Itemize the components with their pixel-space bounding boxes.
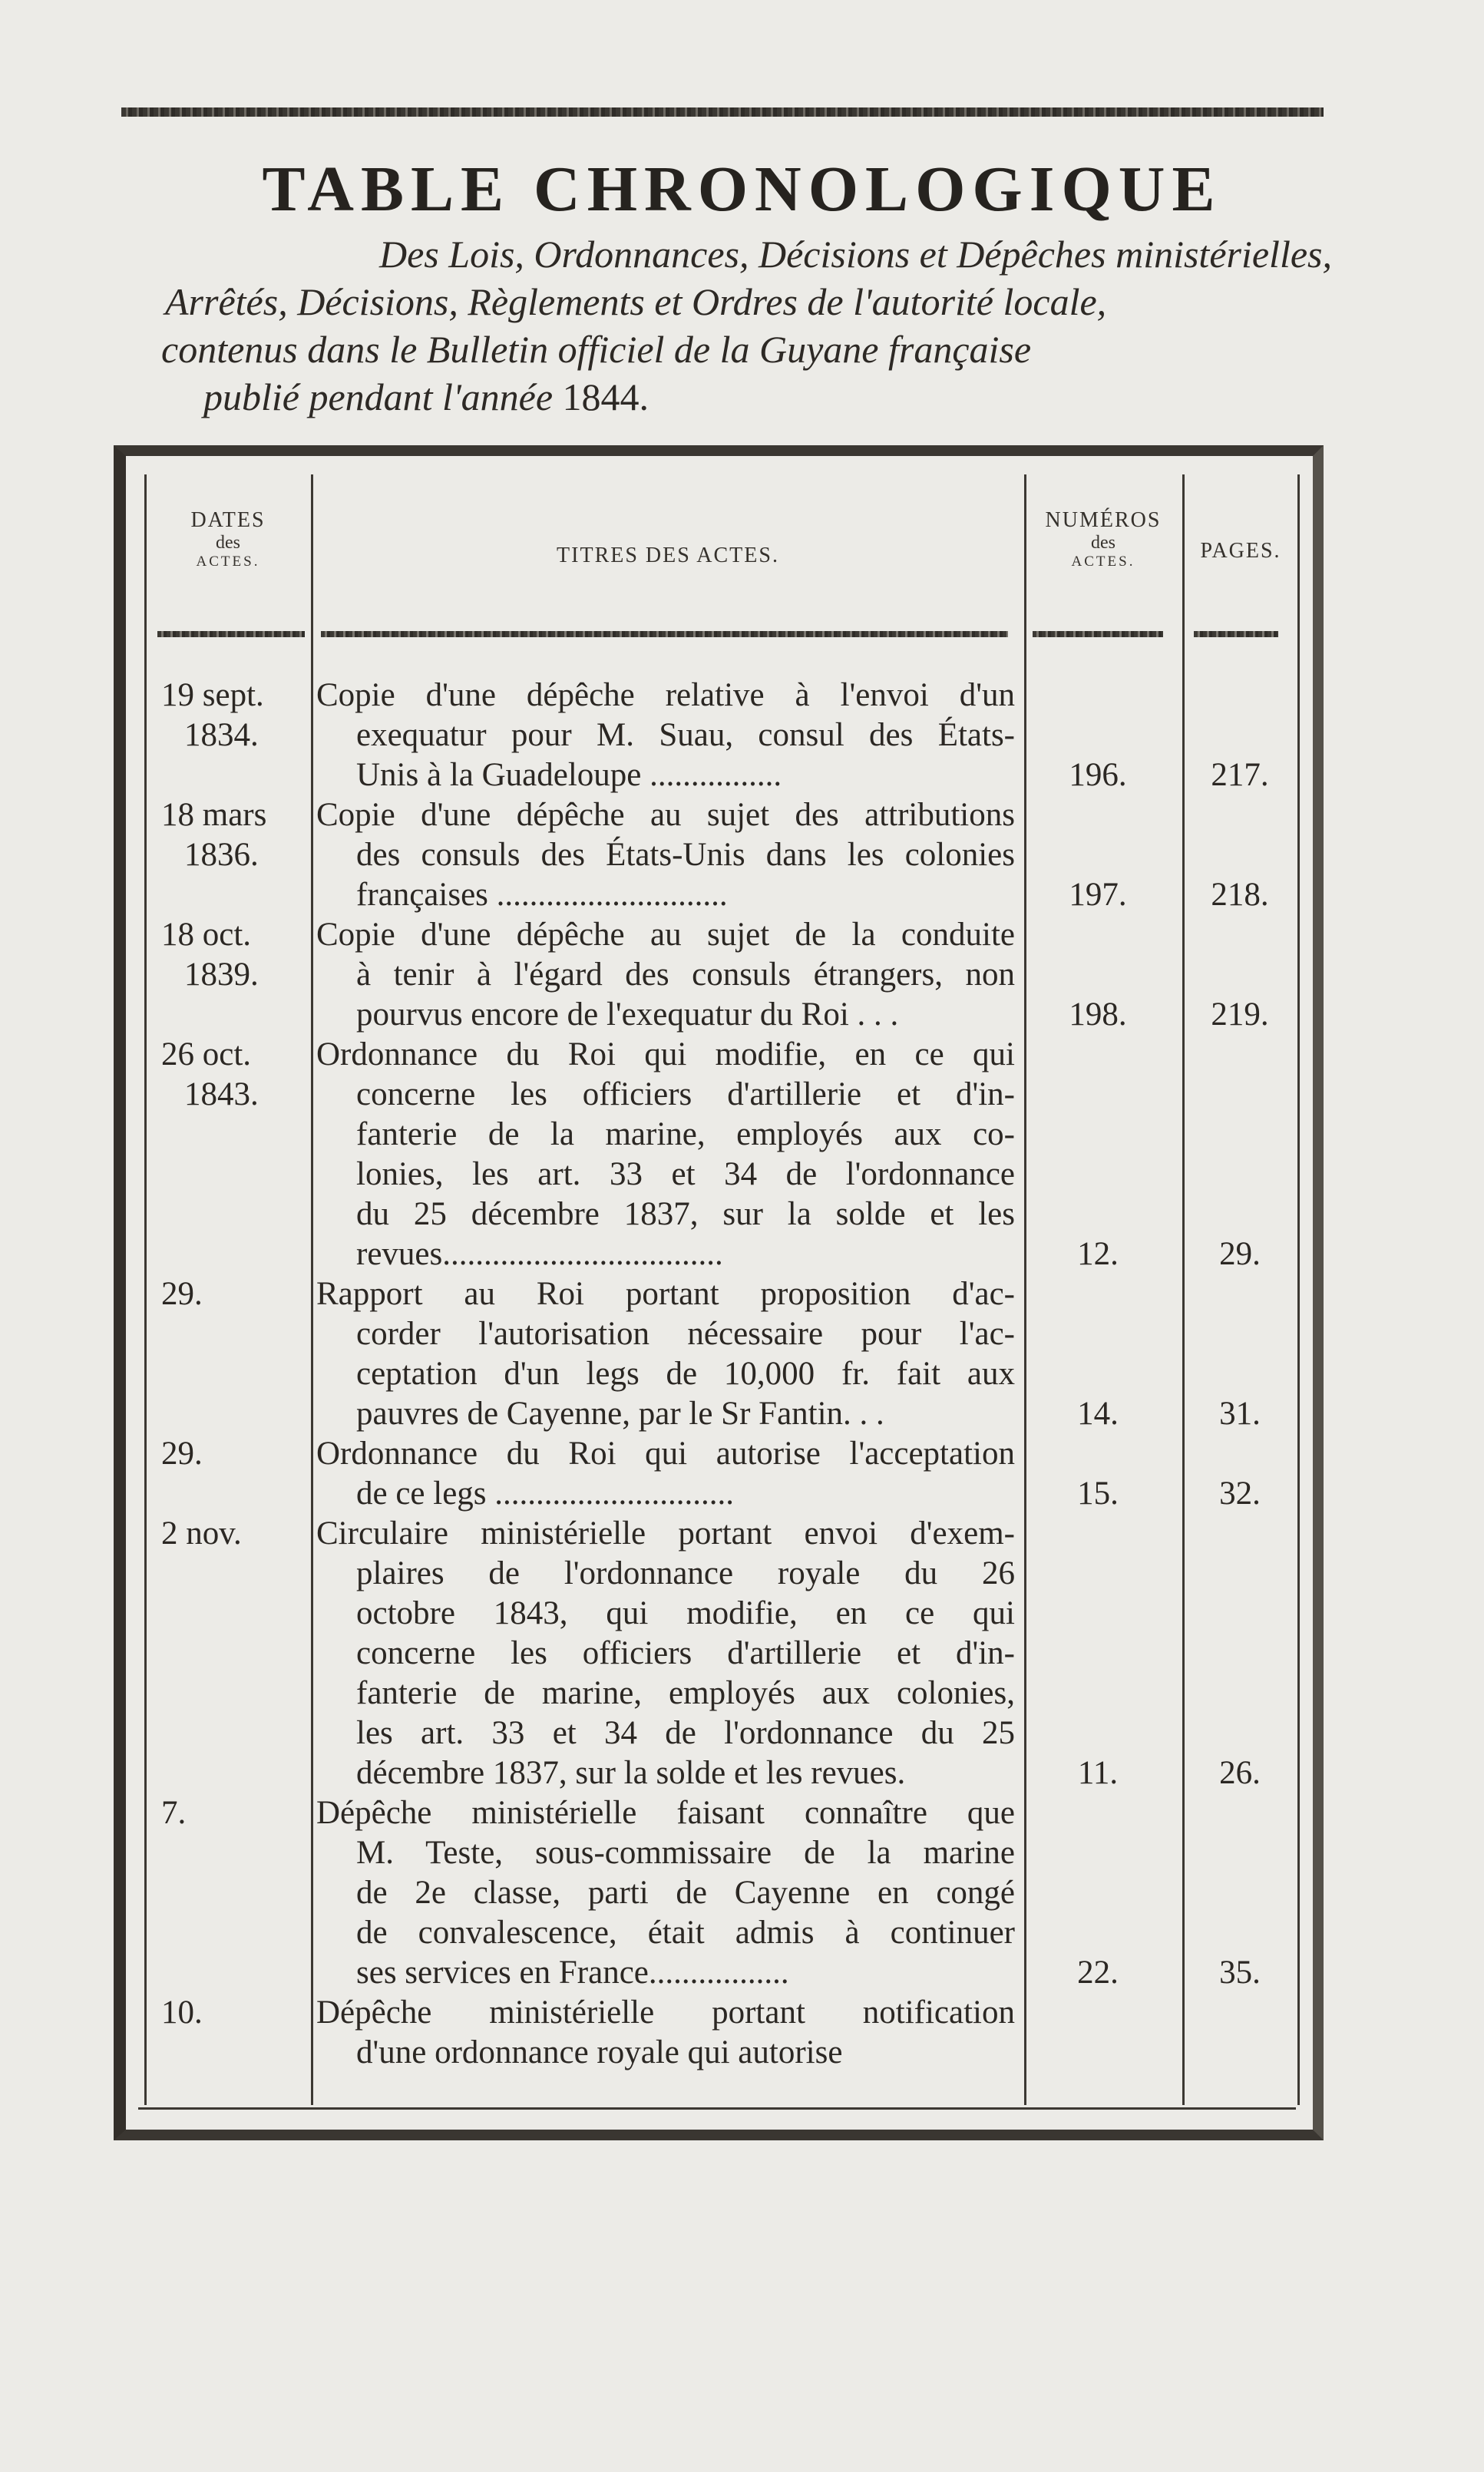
row-title-line: Unis à la Guadeloupe ................ — [356, 757, 782, 793]
row-title-line: à tenir à l'égard des consuls étrangers, non — [356, 957, 1015, 993]
header-pages — [1185, 539, 1297, 563]
row-number: 15. — [1077, 1476, 1119, 1512]
row-title-line: décembre 1837, sur la solde et les revues. — [356, 1755, 906, 1791]
header-rule — [1033, 631, 1163, 637]
subtitle — [157, 230, 1332, 421]
table-bottom-rule — [138, 2107, 1296, 2110]
row-date-line: 1834. — [184, 717, 259, 753]
header-rule — [321, 631, 1008, 637]
row-number: 12. — [1077, 1236, 1119, 1272]
subtitle-line: Arrêtés, Décisions, Règlements et Ordres de l'autorité locale, — [165, 280, 1107, 323]
row-title-line: Ordonnance du Roi qui autorise l'acceptation — [316, 1436, 1015, 1472]
header-dates — [147, 508, 309, 570]
row-title-line: Copie d'une dépêche au sujet des attributions — [316, 797, 1015, 833]
header-pages-label: PAGES. — [1200, 539, 1281, 563]
row-date-line: 10. — [161, 1994, 203, 2031]
row-title — [316, 676, 1015, 795]
row-title-line: fanterie de la marine, employés aux co- — [356, 1116, 1015, 1152]
subtitle-line — [157, 373, 1332, 421]
row-date-line: 7. — [161, 1795, 187, 1831]
header-numeros-line: des — [1091, 533, 1115, 553]
row-title-line: Dépêche ministérielle portant notification — [316, 1994, 1015, 2031]
row-number: 198. — [1069, 996, 1127, 1033]
row-title-line: Copie d'une dépêche au sujet de la conduite — [316, 917, 1015, 953]
header-titres-label: TITRES DES ACTES. — [557, 544, 779, 567]
row-date — [161, 795, 315, 875]
row-date-line: 29. — [161, 1276, 203, 1312]
row-date — [161, 1993, 315, 2033]
row-page: 218. — [1211, 877, 1269, 913]
row-title — [316, 795, 1015, 915]
row-date — [161, 676, 315, 755]
row-title-line: Copie d'une dépêche relative à l'envoi d'un — [316, 677, 1015, 713]
row-date-line: 1836. — [184, 837, 259, 873]
row-date — [161, 1434, 315, 1474]
column-divider — [1182, 474, 1185, 2105]
row-title-line: d'une ordonnance royale qui autorise — [356, 2034, 843, 2070]
row-title — [316, 1993, 1015, 2073]
row-title-line: M. Teste, sous-commissaire de la marine — [356, 1835, 1015, 1871]
row-title-line: de ce legs ............................. — [356, 1476, 735, 1512]
column-divider — [1024, 474, 1026, 2105]
row-title — [316, 1274, 1015, 1434]
column-divider — [144, 474, 147, 2105]
subtitle-year-prefix: publié pendant l'année — [203, 375, 554, 418]
row-title-line: Ordonnance du Roi qui modifie, en ce qui — [316, 1036, 1015, 1072]
header-dates-line: DATES — [190, 508, 266, 532]
row-page: 217. — [1211, 757, 1269, 793]
row-number: 196. — [1069, 757, 1127, 793]
row-date-line: 19 sept. — [161, 677, 264, 713]
row-date-line: 1843. — [184, 1076, 259, 1112]
header-rule — [157, 631, 305, 637]
header-numeros-line: ACTES. — [1071, 554, 1135, 570]
row-page: 29. — [1219, 1236, 1261, 1272]
row-title-line: pauvres de Cayenne, par le Sr Fantin. . . — [356, 1396, 884, 1432]
row-title-line: fanterie de marine, employés aux colonies, — [356, 1675, 1015, 1711]
row-title-line: pourvus encore de l'exequatur du Roi . . . — [356, 996, 899, 1033]
row-date — [161, 1274, 315, 1314]
row-title-line: ses services en France................. — [356, 1955, 789, 1991]
subtitle-year: 1844. — [562, 375, 649, 418]
row-title-line: les art. 33 et 34 de l'ordonnance du 25 — [356, 1715, 1015, 1751]
subtitle-line: Des Lois, Ordonnances, Décisions et Dépêches ministérielles, — [379, 233, 1332, 276]
header-dates-line: ACTES. — [196, 554, 260, 570]
row-title — [316, 1035, 1015, 1274]
row-title-line: plaires de l'ordonnance royale du 26 — [356, 1555, 1015, 1591]
row-title-line: des consuls des États-Unis dans les colonies — [356, 837, 1015, 873]
row-title — [316, 915, 1015, 1035]
row-title-line: revues.................................. — [356, 1236, 723, 1272]
row-title-line: Circulaire ministérielle portant envoi d'exem- — [316, 1515, 1015, 1552]
row-title-line: de 2e classe, parti de Cayenne en congé — [356, 1875, 1015, 1911]
row-title-line: concerne les officiers d'artillerie et d'in- — [356, 1635, 1015, 1671]
row-page: 219. — [1211, 996, 1269, 1033]
row-number: 14. — [1077, 1396, 1119, 1432]
row-date — [161, 1793, 315, 1833]
row-page: 32. — [1219, 1476, 1261, 1512]
row-page: 26. — [1219, 1755, 1261, 1791]
row-title — [316, 1514, 1015, 1793]
row-date-line: 2 nov. — [161, 1515, 242, 1552]
row-date-line: 18 oct. — [161, 917, 252, 953]
header-rule — [1194, 631, 1278, 637]
row-title-line: françaises ............................ — [356, 877, 728, 913]
row-page: 35. — [1219, 1955, 1261, 1991]
header-dates-line: des — [216, 533, 240, 553]
subtitle-line: contenus dans le Bulletin officiel de la Guyane française — [161, 328, 1032, 371]
row-number: 22. — [1077, 1955, 1119, 1991]
row-date-line: 26 oct. — [161, 1036, 252, 1072]
row-date — [161, 1514, 315, 1554]
row-title-line: concerne les officiers d'artillerie et d'in- — [356, 1076, 1015, 1112]
page-title: TABLE CHRONOLOGIQUE — [262, 154, 1222, 225]
header-numeros-line: NUMÉROS — [1045, 508, 1162, 532]
row-title — [316, 1793, 1015, 1993]
row-date — [161, 1035, 315, 1115]
row-date-line: 29. — [161, 1436, 203, 1472]
header-numeros — [1026, 508, 1180, 570]
top-rule — [121, 107, 1324, 117]
row-number: 11. — [1077, 1755, 1119, 1791]
row-title-line: Dépêche ministérielle faisant connaître que — [316, 1795, 1015, 1831]
row-title-line: Rapport au Roi portant proposition d'ac- — [316, 1276, 1015, 1312]
row-title-line: exequatur pour M. Suau, consul des États- — [356, 717, 1015, 753]
row-title-line: corder l'autorisation nécessaire pour l'ac- — [356, 1316, 1015, 1352]
row-number: 197. — [1069, 877, 1127, 913]
row-date-line: 18 mars — [161, 797, 267, 833]
row-date-line: 1839. — [184, 957, 259, 993]
row-page: 31. — [1219, 1396, 1261, 1432]
column-divider — [1297, 474, 1300, 2105]
row-date — [161, 915, 315, 995]
row-title — [316, 1434, 1015, 1514]
row-title-line: de convalescence, était admis à continuer — [356, 1915, 1015, 1951]
row-title-line: du 25 décembre 1837, sur la solde et les — [356, 1196, 1015, 1232]
header-titres — [313, 544, 1023, 568]
row-title-line: octobre 1843, qui modifie, en ce qui — [356, 1595, 1015, 1631]
row-title-line: lonies, les art. 33 et 34 de l'ordonnance — [356, 1156, 1015, 1192]
row-title-line: ceptation d'un legs de 10,000 fr. fait aux — [356, 1356, 1015, 1392]
